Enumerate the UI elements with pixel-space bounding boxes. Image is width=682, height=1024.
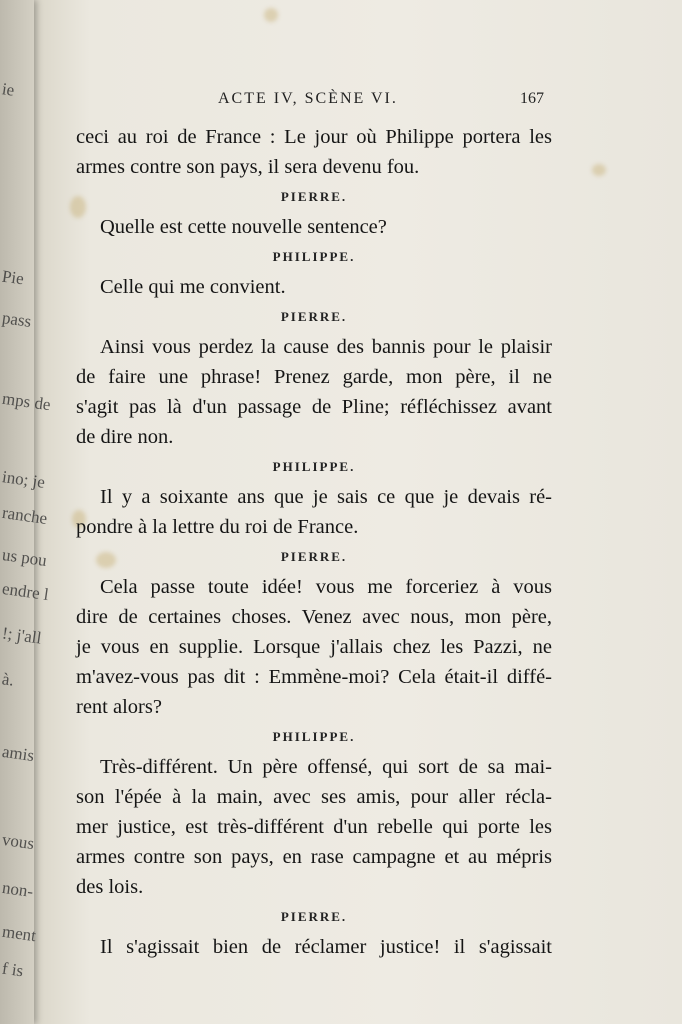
facing-page-text-fragment: !; j'all (0, 623, 43, 648)
facing-page-text-fragment: f is (0, 958, 25, 981)
text-line: Celle qui me convient. (100, 276, 286, 298)
facing-page-text-fragment: amis (0, 741, 36, 766)
text-line: rent alors? (76, 696, 162, 718)
facing-page-text-fragment: vous (0, 829, 36, 854)
page-body (76, 122, 552, 962)
facing-page-text-fragment: mps de (0, 388, 52, 415)
facing-page-text-fragment: ino; je (0, 467, 47, 492)
facing-page-text-fragment: ie (0, 79, 16, 100)
facing-page-text-fragment: ranche (0, 502, 49, 529)
facing-page-text-fragment: us pou (0, 544, 49, 571)
speaker-name: PIERRE. (280, 189, 348, 204)
text-line: des lois. (76, 876, 144, 898)
facing-page-edge (0, 0, 52, 1024)
text-line: je vous en supplie. Lorsque j'allais chez les Pazzi, ne (76, 636, 552, 658)
facing-page-text-fragment: ment (0, 921, 38, 946)
speaker-name: PHILIPPE. (272, 729, 356, 744)
text-line: Il y a soixante ans que je sais ce que je devais ré- (100, 486, 552, 508)
text-line: son l'épée à la main, avec ses amis, pour aller récla- (76, 786, 552, 808)
speaker-name: PIERRE. (280, 309, 348, 324)
text-line: de faire une phrase! Prenez garde, mon père, il ne (76, 366, 552, 388)
text-line: de dire non. (76, 426, 174, 448)
facing-page-text-fragment: pass (0, 308, 33, 331)
facing-page-text-fragment: à. (0, 669, 16, 690)
text-line: armes contre son pays, il sera devenu fou. (76, 156, 420, 178)
foxing-stain (264, 8, 278, 22)
text-line: armes contre son pays, en rase campagne et au mépris (76, 846, 552, 868)
facing-page-text-fragment: endre l (0, 578, 50, 605)
page-header (0, 90, 682, 114)
speaker-name: PIERRE. (280, 909, 348, 924)
foxing-stain (592, 164, 606, 176)
speaker-name: PIERRE. (280, 549, 348, 564)
text-line: Il s'agissait bien de réclamer justice! il s'agissait (100, 936, 552, 958)
text-line: Très-différent. Un père offensé, qui sort de sa mai- (100, 756, 552, 778)
text-line: Cela passe toute idée! vous me forceriez à vous (100, 576, 552, 598)
text-line: ceci au roi de France : Le jour où Philippe portera les (76, 126, 552, 148)
text-line: pondre à la lettre du roi de France. (76, 516, 359, 538)
text-line: m'avez-vous pas dit : Emmène-moi? Cela était-il diffé- (76, 666, 552, 688)
text-line: Quelle est cette nouvelle sentence? (100, 216, 387, 238)
text-line: s'agit pas là d'un passage de Pline; réfléchissez avant (76, 396, 552, 418)
speaker-name: PHILIPPE. (272, 459, 356, 474)
text-line: dire de certaines choses. Venez avec nous, mon père, (76, 606, 552, 628)
speaker-name: PHILIPPE. (272, 249, 356, 264)
facing-page-text-fragment: non- (0, 877, 35, 902)
text-line: mer justice, est très-différent d'un rebelle qui porte les (76, 816, 552, 838)
facing-page-text-fragment: Pie (0, 266, 26, 289)
running-head: ACTE IV, SCÈNE VI. (218, 90, 398, 107)
page-number: 167 (520, 90, 544, 107)
text-line: Ainsi vous perdez la cause des bannis pour le plaisir (100, 336, 552, 358)
